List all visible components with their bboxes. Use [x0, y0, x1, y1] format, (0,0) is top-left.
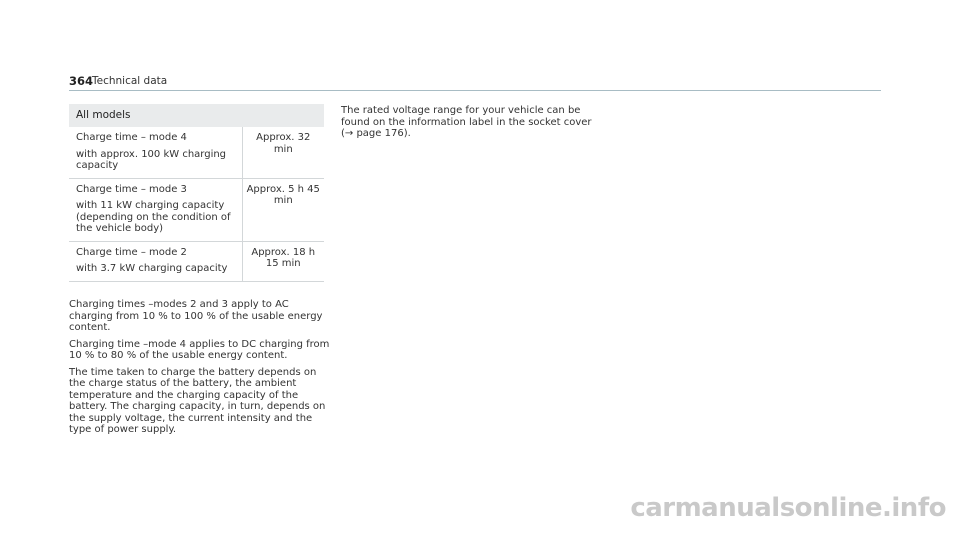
- charge-time-table: [69, 104, 324, 282]
- charge-mode-detail: with 11 kW charging capacity (depending on the condition of the vehicle body): [76, 200, 231, 234]
- page-header: [69, 74, 881, 91]
- note-charge-duration: The time taken to charge the battery depends on the charge status of the battery, the ambient temperature and the charging capacity of the battery. The charging capacity, in turn, depends on the supply voltage, the current intensity and the type of power supply.: [69, 366, 326, 435]
- charge-mode-label: Charge time – mode 3: [76, 183, 187, 195]
- page-reference-link[interactable]: (→ page 176).: [341, 128, 411, 139]
- table-cell-description: [69, 127, 242, 178]
- charge-mode-detail: with approx. 100 kW charging capacity: [76, 148, 227, 171]
- rated-voltage-note: [341, 105, 601, 140]
- charge-time-value: Approx. 18 h 15 min: [242, 241, 324, 281]
- table-row: [69, 178, 324, 241]
- table-row: [69, 127, 324, 178]
- table-row: [69, 241, 324, 281]
- charge-time-value: Approx. 5 h 45 min: [242, 178, 324, 241]
- charge-mode-detail: with 3.7 kW charging capacity: [76, 263, 228, 274]
- table-cell-description: [69, 241, 242, 281]
- section-title: Technical data: [92, 75, 168, 87]
- table-cell-description: [69, 178, 242, 241]
- note-ac-charging: Charging times –modes 2 and 3 apply to AC charging from 10 % to 100 % of the usable energy content.: [69, 299, 323, 333]
- charge-mode-label: Charge time – mode 2: [76, 246, 187, 258]
- charge-mode-label: Charge time – mode 4: [76, 132, 187, 143]
- page-number: 364: [69, 74, 94, 88]
- watermark: carmanualsonline.info: [630, 493, 946, 523]
- note-dc-charging: Charging time –mode 4 applies to DC charging from 10 % to 80 % of the usable energy content.: [69, 338, 330, 361]
- rated-voltage-text: The rated voltage range for your vehicle can be found on the information label in the socket cover: [341, 105, 592, 128]
- table-header-row: [69, 104, 324, 127]
- table-heading: All models: [69, 104, 324, 127]
- charging-notes: [69, 299, 331, 441]
- charge-time-value: Approx. 32 min: [242, 127, 324, 178]
